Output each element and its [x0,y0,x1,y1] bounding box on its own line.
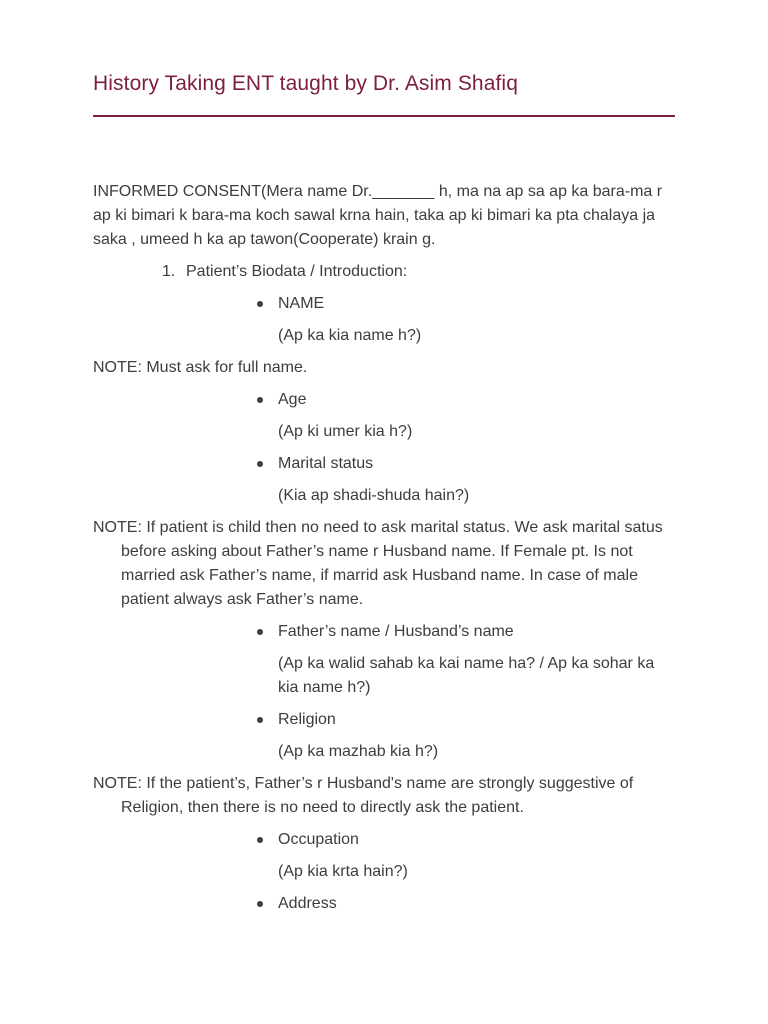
bullet-item-age [256,388,675,412]
bullet-item-address [256,892,675,916]
bullet-item-occupation [256,828,675,852]
bullet-icon [256,388,278,412]
question-age: (Ap ki umer kia h?) [278,423,413,440]
bullet-label: Occupation [278,831,359,848]
document-body [93,180,675,924]
bullet-icon [256,828,278,852]
question-marital-status: (Kia ap shadi-shuda hain?) [278,487,470,504]
bullet-icon [256,292,278,316]
bullet-label: Father’s name / Husband’s name [278,623,514,640]
bullet-item-father-husband-name [256,620,675,644]
bullet-label: Religion [278,711,336,728]
bullet-item-name [256,292,675,316]
note-marital-status: NOTE: If patient is child then no need to ask marital status. We ask marital satus before asking about Father’s name r Husband name. If Female pt. Is not married ask Father’s name, if marrid ask Husband name. In case of male patient always ask Father’s name. [93,519,663,608]
question-name: (Ap ka kia name h?) [278,327,422,344]
bullet-icon [256,452,278,476]
section-number: 1. [162,263,176,280]
question-religion: (Ap ka mazhab kia h?) [278,743,439,760]
bullet-icon [256,620,278,644]
bullet-label: Marital status [278,455,374,472]
bullet-label: NAME [278,295,325,312]
bullet-item-marital-status [256,452,675,476]
title-divider [93,115,675,117]
question-occupation: (Ap kia krta hain?) [278,863,408,880]
bullet-icon [256,892,278,916]
bullet-item-religion [256,708,675,732]
note-religion: NOTE: If the patient’s, Father’s r Husband's name are strongly suggestive of Religion, then there is no need to directly ask the patient. [93,775,634,816]
informed-consent-paragraph: INFORMED CONSENT(Mera name Dr._______ h, ma na ap sa ap ka bara-ma r ap ki bimari k bara-ma koch sawal krna hain, taka ap ki bimari ka pta chalaya ja saka , umeed h ka ap tawon(Cooperate) krain g. [93,183,663,248]
bullet-icon [256,708,278,732]
section-biodata-heading [162,260,675,284]
bullet-label: Age [278,391,307,408]
section-label: Patient’s Biodata / Introduction: [186,263,408,280]
question-father-husband-name: (Ap ka walid sahab ka kai name ha? / Ap ka sohar ka kia name h?) [278,655,655,696]
document-title: History Taking ENT taught by Dr. Asim Shafiq [93,72,518,95]
note-full-name: NOTE: Must ask for full name. [93,359,308,376]
bullet-label: Address [278,895,337,912]
